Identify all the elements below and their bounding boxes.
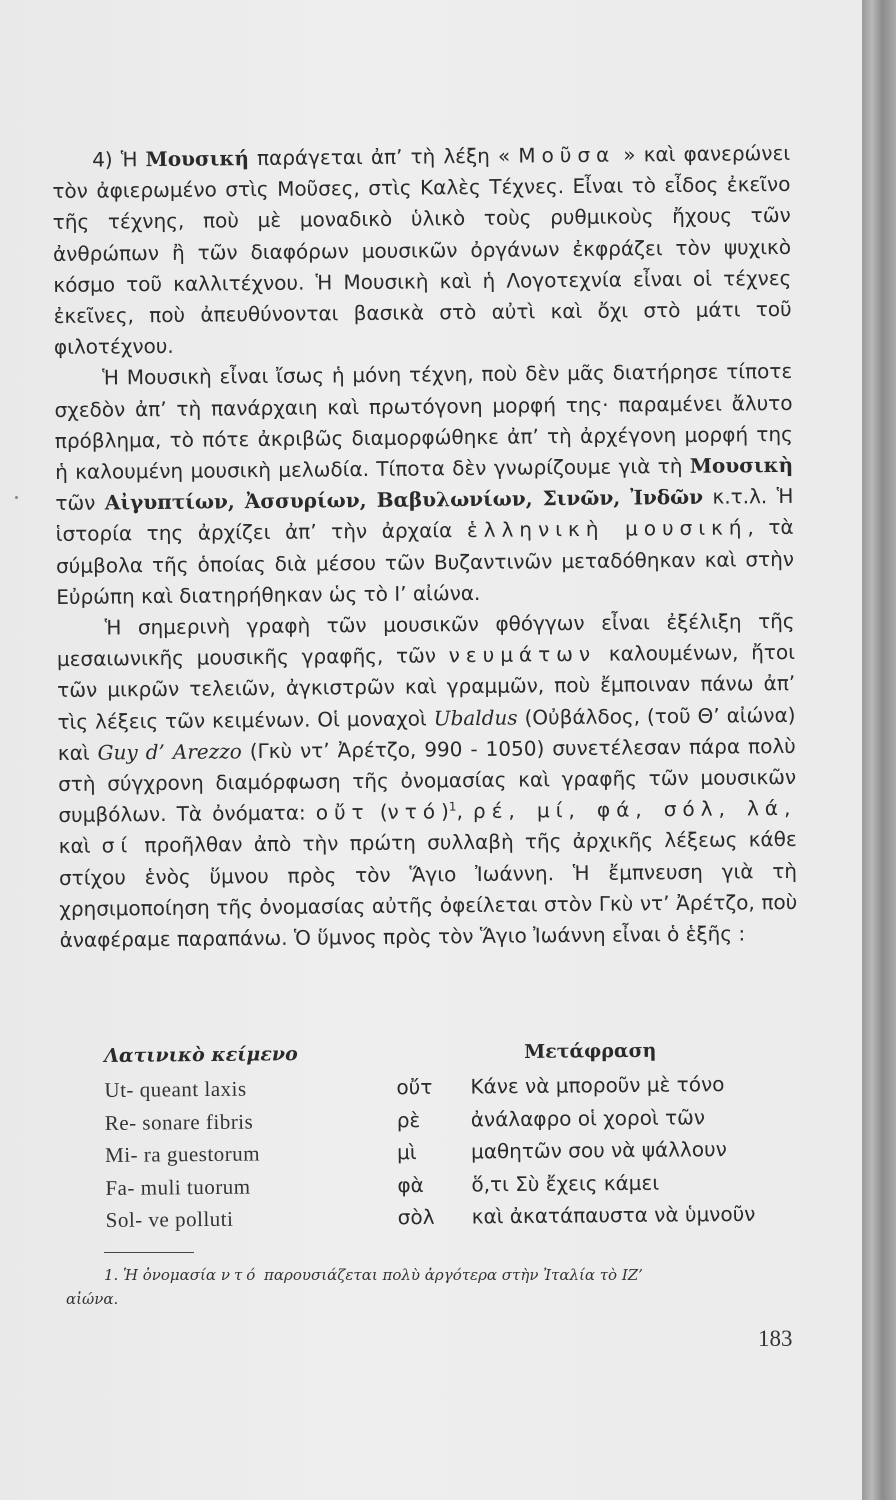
paragraph-1	[52, 138, 792, 363]
p3-j: ,	[456, 799, 474, 824]
p3-spaced-ut: οὔτ	[315, 800, 370, 825]
header-latin-text: Λατινικὸ κείμενο	[104, 1043, 298, 1067]
paragraph-3	[56, 606, 797, 956]
footnote-spaced-word: ντό	[220, 1266, 260, 1284]
p3-i: )	[440, 799, 449, 824]
p2-c: τῶν	[55, 490, 105, 516]
p2-bold-term: Μουσικὴ	[689, 452, 794, 478]
p2-bold-peoples: Αἰγυπτίων, Ἀσσυρίων, Βαβυλωνίων, Σινῶν, Ἰνδῶν	[104, 485, 704, 515]
p3-latin-arezzo: Guy d’ Arezzo	[97, 739, 242, 765]
p2-a: Ἡ Μουσικὴ εἶναι ἴσως ἡ μόνη τέχνη, ποὺ δὲν μᾶς διατήρησε τίποτε σχεδὸν ἀπ’ τὴ πανάρχαιη καὶ πρωτόγονη μορφή της· παραμένει ἄλυτο πρόβλημα, τὸ πότε ἀκριβῶς διαμορφώθηκε ἀπ’ τὴ ἀρχέγονη μορφή της ἡ καλουμένη μουσικὴ μελωδία. Τίποτα δὲν γνωρίζουμε γιὰ τὴ	[54, 359, 793, 485]
p3-spaced-notes: ρέ, μί, φά, σόλ, λά,	[472, 796, 797, 824]
speck	[15, 496, 18, 499]
p3-n: προῆλθαν ἀπὸ τὴν πρώτη συλλαβὴ τῆς ἀρχικῆς λέξεως κάθε στίχου ἑνὸς ὕμνου πρὸς τὸν Ἅγιο Ἰωάννη. Ἡ ἔμπνευση γιὰ τὴ χρησιμοποίηση τῆς ὀνομασίας αὐτῆς ὀφείλεται στὸν Γκὺ ντ’ Ἀρέτζο, ποὺ ἀναφέραμε παραπάνω. Ὁ ὕμνος πρὸς τὸν Ἅγιο Ἰωάννη εἶναι ὁ ἑξῆς :	[58, 827, 798, 953]
latin-verse: Sol- ve polluti	[105, 1206, 234, 1232]
note-syllable: ρὲ	[396, 1107, 421, 1132]
p2-f: , τὰ σύμβολα τῆς ὁποίας διὰ μέσου τῶν Βυζαντινῶν μεταδόθηκαν καὶ στὴν Εὐρώπη καὶ διατηρήθηκαν ὡς τὸ Ι’ αἰώνα.	[55, 515, 795, 609]
p3-spaced-do: ντό	[387, 799, 442, 825]
item-number: 4)	[92, 147, 121, 172]
p3-g: (	[369, 800, 388, 825]
footnote-divider	[104, 1252, 194, 1253]
p1-e: » καὶ φανερώνει τὸν ἀφιερωμένο στὶς Μοῦσες, στὶς Καλὲς Τέχνες. Εἶναι τὸ εἶδος ἐκεῖνο τῆς τέχνης, ποὺ μὲ μοναδικὸ ὑλικὸ τοὺς ρυθμικοὺς ἤχους τῶν ἀνθρώπων ἢ τῶν διαφόρων μουσικῶν ὀργάνων ἐκφράζει τὸν ψυχικὸ κόσμο τοῦ καλλιτέχνου. Ἡ Μουσικὴ καὶ ἡ Λογοτεχνία εἶναι οἱ τέχνες ἐκεῖνες, ποὺ ἀπευθύνονται βασικὰ στὸ αὐτὶ καὶ ὄχι στὸ μάτι τοῦ φιλοτέχνου.	[52, 140, 792, 360]
p2-d: κ.τ.λ. Ἡ ἱστορία της ἀρχίζει ἀπ’ τὴν ἀρχαία	[55, 484, 794, 547]
footnote	[104, 1262, 794, 1288]
note-syllable: οὔτ	[396, 1074, 433, 1100]
p2-spaced-phrase: ἑλληνικὴ μουσική	[466, 515, 748, 543]
footnote-mark: 1.	[104, 1266, 119, 1284]
p3-c: καλουμένων, ἤτοι τῶν μικρῶν τελειῶν, ἀγκιστρῶν καὶ γραμμῶν, ποὺ ἔμποιναν πάνω ἀπ’ τὶς λέξεις τῶν κειμένων. Οἱ μοναχοὶ	[57, 640, 796, 734]
hymn-table	[104, 1033, 796, 1236]
p3-spaced-si: σί	[101, 833, 134, 859]
p1-bold-term: Μουσική	[145, 146, 250, 172]
p1-a: Ἡ	[120, 147, 146, 172]
p3-e: (Γκὺ ντ’ Ἀρέτζο, 990 - 1050) συνετέλεσαν πάρα πολὺ στὴ σύγχρονη διαμόρφωση τῆς ὀνομασίας καὶ γραφῆς τῶν μουσικῶν συμβόλων. Τὰ ὀνόματα:	[58, 733, 797, 828]
p1-spaced-word: Μοῦσα	[518, 142, 616, 168]
p3-l: καὶ	[58, 834, 102, 859]
latin-verse: Re- sonare fibris	[104, 1109, 254, 1135]
latin-verse: Fa- muli tuorum	[105, 1174, 251, 1200]
translation-verse: ὅ,τι Σὺ ἔχεις κάμει	[471, 1170, 660, 1196]
main-text	[52, 138, 798, 956]
p3-d: (Οὐβάλδος, (τοῦ Θ’ αἰώνα) καὶ	[57, 702, 796, 765]
header-translation: Μετάφραση	[524, 1039, 657, 1063]
note-syllable: σὸλ	[397, 1204, 435, 1230]
footnote-text: Ἡ ὀνομασία	[123, 1266, 221, 1284]
translation-verse: ἀνάλαφρο οἱ χοροὶ τῶν	[470, 1104, 706, 1131]
translation-verse: καὶ ἀκατάπαυστα νὰ ὑμνοῦν	[471, 1201, 756, 1229]
note-syllable: μὶ	[396, 1140, 417, 1165]
page-edge-shadow	[862, 0, 896, 1500]
latin-verse: Mi- ra guestorum	[104, 1141, 261, 1167]
p1-c: παράγεται ἀπ’ τὴ λέξη «	[248, 143, 519, 171]
translation-verse: μαθητῶν σου νὰ ψάλλουν	[470, 1137, 727, 1164]
footnote-continuation: αἰώνα.	[66, 1290, 119, 1308]
note-syllable: φὰ	[397, 1172, 424, 1197]
p3-spaced-word: νευμάτων	[448, 642, 597, 668]
footnote-text-2: παρουσιάζεται πολὺ ἀργότερα στὴν Ἰταλία τὸ ΙΖ’	[259, 1266, 643, 1284]
footnote-ref: 1	[448, 799, 457, 814]
paragraph-2	[54, 356, 794, 613]
p3-a: Ἡ σημερινὴ γραφὴ τῶν μουσικῶν φθόγγων εἶναι ἐξέλιξη τῆς μεσαιωνικῆς μουσικῆς γραφῆς, τῶν	[56, 608, 795, 672]
page-number: 183	[758, 1326, 793, 1351]
p3-latin-ubaldus: Ubaldus	[433, 705, 518, 731]
table-row	[106, 1197, 796, 1236]
latin-verse: Ut- queant laxis	[104, 1076, 247, 1102]
translation-verse: Κάνε νὰ μποροῦν μὲ τόνο	[470, 1072, 725, 1099]
